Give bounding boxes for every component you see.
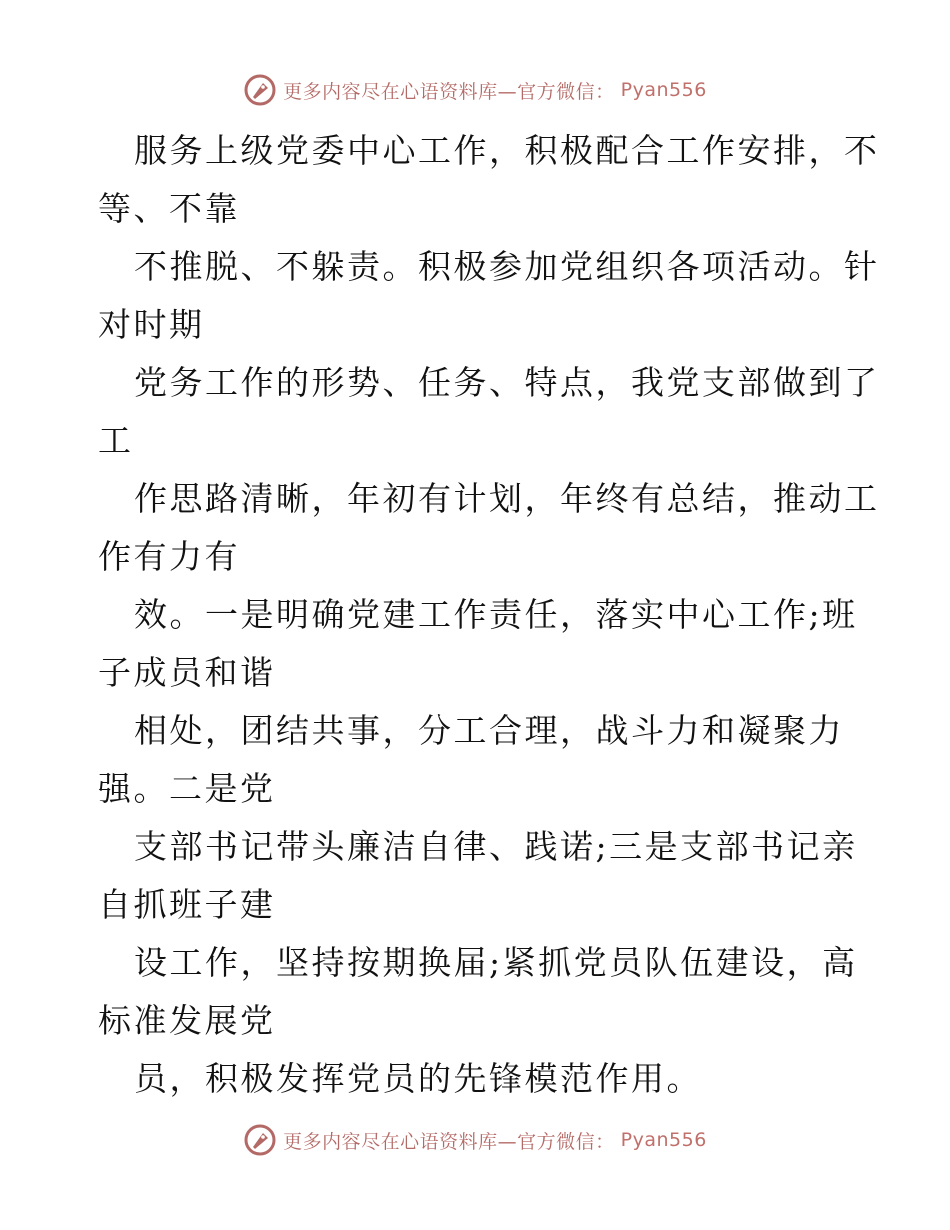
paragraph-line: 不推脱、不躲责。积极参加党组织各项活动。针: [134, 247, 880, 286]
paragraph-line: 自抓班子建: [98, 885, 276, 924]
paragraph-line: 子成员和谐: [98, 653, 276, 692]
paragraph-line: 等、不靠: [98, 189, 240, 228]
paragraph-line: 服务上级党委中心工作，积极配合工作安排，不: [134, 131, 880, 170]
paragraph-line: 工: [98, 421, 134, 460]
watermark-footer: [0, 1122, 950, 1158]
paragraph-line: 标准发展党: [98, 1001, 276, 1040]
paragraph-line: 作有力有: [98, 537, 240, 576]
watermark-header: [0, 72, 950, 108]
watermark-wechat-id: Pyan556: [620, 79, 707, 101]
paragraph-line: 党务工作的形势、任务、特点，我党支部做到了: [134, 363, 880, 402]
paragraph-line: 设工作，坚持按期换届;紧抓党员队伍建设，高: [134, 943, 858, 982]
pen-nib-logo-icon: [243, 1123, 277, 1157]
paragraph-line: 强。二是党: [98, 769, 276, 808]
paragraph-line: 支部书记带头廉洁自律、践诺;三是支部书记亲: [134, 827, 858, 866]
watermark-text: 更多内容尽在心语资料库—官方微信：: [283, 1130, 615, 1153]
pen-nib-logo-icon: [243, 73, 277, 107]
watermark-text: 更多内容尽在心语资料库—官方微信：: [283, 80, 615, 103]
paragraph-line: 员，积极发挥党员的先锋模范作用。: [134, 1059, 702, 1098]
paragraph-line: 相处，团结共事，分工合理，战斗力和凝聚力: [134, 711, 844, 750]
paragraph-line: 作思路清晰，年初有计划，年终有总结，推动工: [134, 479, 880, 518]
watermark-wechat-id: Pyan556: [620, 1129, 707, 1151]
paragraph-line: 效。一是明确党建工作责任，落实中心工作;班: [134, 595, 858, 634]
paragraph-line: 对时期: [98, 305, 205, 344]
document-body: [98, 122, 880, 1108]
